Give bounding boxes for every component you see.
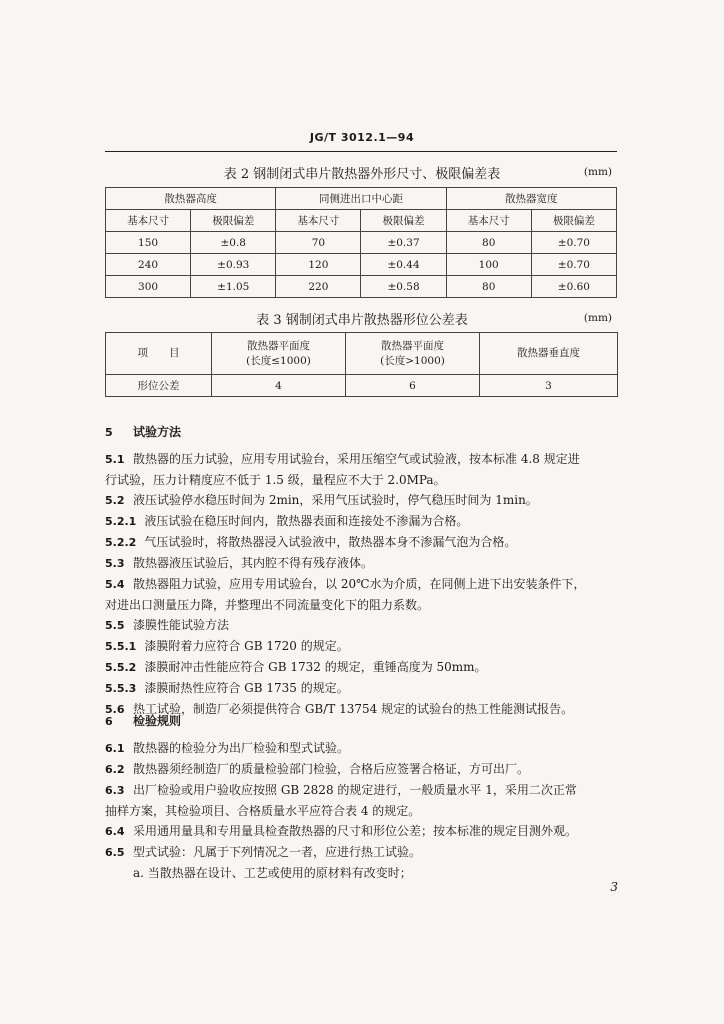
section-5-heading [105, 422, 625, 443]
table3-item-header: 项 目 [106, 333, 212, 375]
table2-cell: ±1.05 [191, 276, 276, 298]
clause-text: 漆膜耐热性应符合 GB 1735 的规定。 [144, 681, 349, 695]
clause [105, 780, 625, 801]
table3-col-flatness-long [346, 333, 480, 375]
clause [105, 738, 625, 759]
clause [105, 574, 625, 595]
table3-col-flatness-short [212, 333, 346, 375]
table3-unit: (mm) [583, 312, 612, 324]
clause [105, 615, 625, 636]
clause [105, 490, 625, 511]
table3-caption: 表 3 钢制闭式串片散热器形位公差表 [256, 313, 468, 328]
table2-cell: 300 [106, 276, 191, 298]
clause [105, 842, 625, 863]
clause-number: 5.2.1 [105, 515, 137, 528]
clause-text: 热工试验，制造厂必须提供符合 GB/T 13754 规定的试验台的热工性能测试报告。 [133, 702, 574, 716]
table2-caption-row [0, 163, 724, 182]
section-number: 5 [105, 426, 113, 439]
clause-number: 6.4 [105, 825, 125, 838]
table2-cell: 150 [106, 232, 191, 254]
header-rule [105, 151, 617, 152]
clause-text: 漆膜性能试验方法 [133, 618, 230, 632]
clause [105, 449, 625, 470]
clause-text: 液压试验在稳压时间内，散热器表面和连接处不渗漏为合格。 [144, 514, 469, 528]
table2-subheader-cell: 极限偏差 [531, 210, 616, 232]
table2-group-width: 散热器宽度 [446, 188, 616, 210]
table3-col-label: 散热器平面度 [247, 339, 310, 352]
table3-col-condition: (长度≤1000) [246, 354, 311, 367]
table2-cell: ±0.8 [191, 232, 276, 254]
clause-continuation: 行试验，压力计精度应不低于 1.5 级，量程应不大于 2.0MPa。 [105, 473, 446, 487]
table2-cell: 80 [446, 232, 531, 254]
table2-cell: 120 [276, 254, 361, 276]
section-6-heading [105, 711, 625, 732]
table3 [105, 332, 618, 397]
clause-number: 5.5.3 [105, 682, 137, 695]
section-6-body [105, 738, 625, 883]
section-title: 试验方法 [133, 425, 182, 439]
clause-text: 漆膜耐冲击性能应符合 GB 1732 的规定，重锤高度为 50mm。 [144, 660, 487, 674]
section-5-body [105, 449, 625, 720]
table2 [105, 187, 617, 298]
table2-cell: ±0.37 [361, 232, 446, 254]
clause [105, 636, 625, 657]
clause-number: 5.2 [105, 494, 125, 507]
clause [105, 678, 625, 699]
table-row [106, 276, 617, 298]
table2-cell: 80 [446, 276, 531, 298]
clause-number: 5.4 [105, 578, 125, 591]
clause-number: 5.5.2 [105, 661, 137, 674]
clause-text: 散热器的压力试验，应用专用试验台，采用压缩空气或试验液，按本标准 4.8 规定进 [133, 452, 580, 466]
clause-number: 6.5 [105, 846, 125, 859]
clause [105, 657, 625, 678]
clause [105, 821, 625, 842]
table3-cell: 4 [212, 375, 346, 397]
table3-cell: 6 [346, 375, 480, 397]
clause-text: 散热器阻力试验，应用专用试验台，以 20℃水为介质，在同侧上进下出安装条件下， [133, 577, 586, 591]
table3-header [106, 333, 618, 375]
section-title: 检验规则 [133, 714, 182, 728]
clause-number: 6.1 [105, 742, 125, 755]
clause-text: 漆膜附着力应符合 GB 1720 的规定。 [144, 639, 349, 653]
table2-cell: 220 [276, 276, 361, 298]
table2-subheader-cell: 极限偏差 [361, 210, 446, 232]
clause-number: 5.5 [105, 619, 125, 632]
table2-caption: 表 2 钢制闭式串片散热器外形尺寸、极限偏差表 [223, 167, 501, 182]
clause-number: 5.2.2 [105, 536, 137, 549]
clause-text: 散热器须经制造厂的质量检验部门检验，合格后应签署合格证，方可出厂。 [133, 762, 530, 776]
table2-group-height: 散热器高度 [106, 188, 276, 210]
table2-cell: 240 [106, 254, 191, 276]
clause-number: 6.2 [105, 763, 125, 776]
clause [105, 553, 625, 574]
table2-cell: ±0.93 [191, 254, 276, 276]
clause-number: 5.1 [105, 453, 125, 466]
table2-cell: ±0.70 [531, 232, 616, 254]
clause-text: 散热器液压试验后，其内腔不得有残存液体。 [133, 556, 374, 570]
clause-text: 气压试验时，将散热器浸入试验液中，散热器本身不渗漏气泡为合格。 [144, 535, 517, 549]
table2-group-header [106, 188, 617, 210]
clause [105, 759, 625, 780]
table3-cell: 3 [480, 375, 618, 397]
table2-cell: 70 [276, 232, 361, 254]
clause-number: 5.3 [105, 557, 125, 570]
table2-subheader [106, 210, 617, 232]
table2-unit: (mm) [583, 166, 612, 178]
table-row [106, 375, 618, 397]
table2-subheader-cell: 基本尺寸 [276, 210, 361, 232]
table3-col-label: 散热器平面度 [381, 339, 444, 352]
clause-text: 型式试验：凡属于下列情况之一者，应进行热工试验。 [133, 845, 422, 859]
clause-continuation: 对进出口测量压力降，并整理出不同流量变化下的阻力系数。 [105, 598, 430, 612]
clause-continuation: 抽样方案，其检验项目、合格质量水平应符合表 4 的规定。 [105, 804, 421, 818]
clause-text: 出厂检验或用户验收应按照 GB 2828 的规定进行，一般质量水平 1，采用二次正常 [133, 783, 577, 797]
table2-cell: ±0.58 [361, 276, 446, 298]
table-row [106, 254, 617, 276]
table2-subheader-cell: 基本尺寸 [106, 210, 191, 232]
table3-col-verticality: 散热器垂直度 [480, 333, 618, 375]
table-row [106, 232, 617, 254]
table3-row-label: 形位公差 [106, 375, 212, 397]
clause-number: 6.3 [105, 784, 125, 797]
clause-text: 液压试验停水稳压时间为 2min，采用气压试验时，停气稳压时间为 1min。 [133, 493, 538, 507]
section-number: 6 [105, 715, 113, 728]
table2-group-center-distance: 同侧进出口中心距 [276, 188, 446, 210]
list-item-a: a. 当散热器在设计、工艺或使用的原材料有改变时； [133, 866, 412, 880]
clause-text: 散热器的检验分为出厂检验和型式试验。 [133, 741, 350, 755]
table3-col-condition: (长度>1000) [380, 354, 445, 367]
table2-cell: ±0.60 [531, 276, 616, 298]
table3-caption-row [0, 309, 724, 328]
table2-cell: ±0.44 [361, 254, 446, 276]
page-number: 3 [610, 880, 618, 894]
clause [105, 511, 625, 532]
table2-subheader-cell: 极限偏差 [191, 210, 276, 232]
table2-subheader-cell: 基本尺寸 [446, 210, 531, 232]
clause-number: 5.5.1 [105, 640, 137, 653]
table2-cell: 100 [446, 254, 531, 276]
clause-number: 5.6 [105, 703, 125, 716]
standard-code-header: JG/T 3012.1—94 [309, 131, 415, 144]
clause-text: 采用通用量具和专用量具检查散热器的尺寸和形位公差；按本标准的规定目测外观。 [133, 824, 578, 838]
clause [105, 532, 625, 553]
table2-cell: ±0.70 [531, 254, 616, 276]
